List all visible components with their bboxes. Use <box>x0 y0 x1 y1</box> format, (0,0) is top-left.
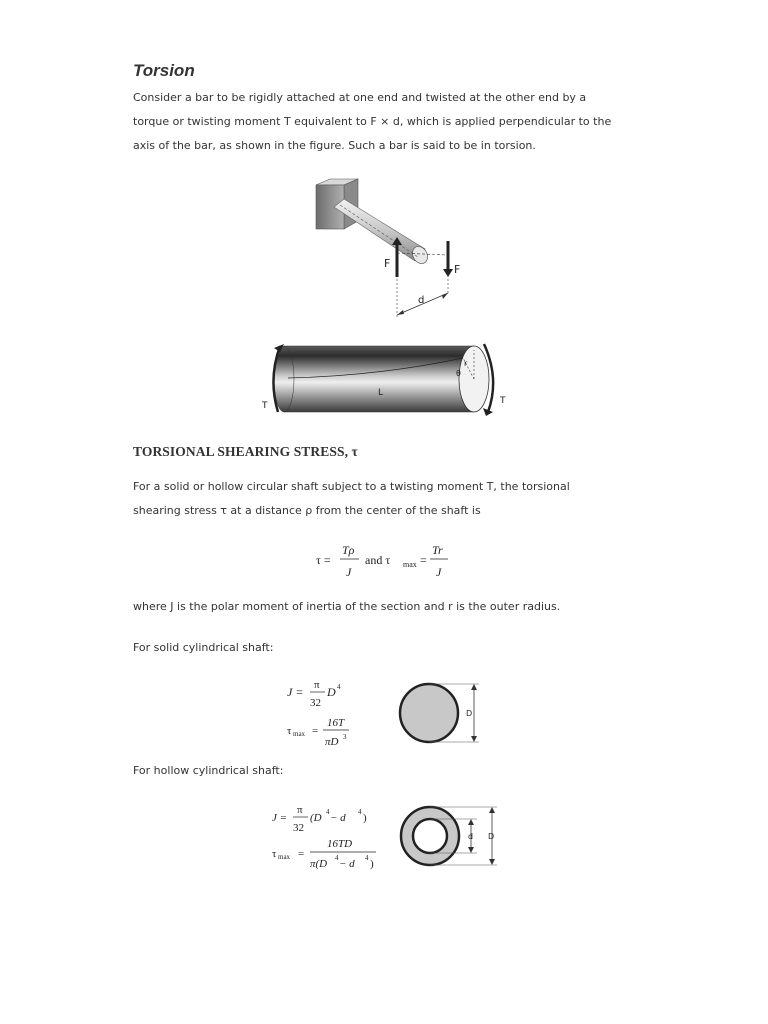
hollow-J: J = <box>272 812 288 824</box>
solid-pi: π <box>314 679 320 691</box>
intro-line: Consider a bar to be rigidly attached at one end and twisted at the other end by a <box>133 91 587 104</box>
force-label-left: F <box>384 257 391 270</box>
torsion-bar-figure <box>300 175 480 325</box>
length-label: L <box>378 388 384 398</box>
torque-label-right: T <box>500 396 506 406</box>
solid-shaft-label: For solid cylindrical shaft: <box>133 641 274 654</box>
where-paragraph <box>133 595 653 619</box>
formula-max: max <box>403 560 417 569</box>
torque-label-left: T <box>262 401 268 411</box>
hollow-exp4a: 4 <box>326 808 330 816</box>
intro-line: axis of the bar, as shown in the figure. Such a bar is said to be in torsion. <box>133 139 536 152</box>
hollow-eq: = <box>298 848 305 860</box>
hollow-exp4d: 4 <box>365 854 369 862</box>
hollow-shaft-label-block <box>133 759 653 783</box>
distance-label: d <box>418 295 425 306</box>
hollow-shaft-figure <box>397 804 502 868</box>
stress-paragraph <box>133 475 653 523</box>
solid-D: D <box>327 685 336 699</box>
hollow-shaft-formula <box>270 803 382 873</box>
solid-J: J = <box>287 685 304 699</box>
where-line: where J is the polar moment of inertia of the section and r is the outer radius. <box>133 600 561 613</box>
cylindrical-bar <box>334 199 431 266</box>
hollow-num: 16TD <box>327 838 353 850</box>
formula-frac2-den: J <box>436 565 442 579</box>
radius-label: r <box>464 359 468 368</box>
hollow-minus: − d <box>330 812 346 824</box>
solid-shaft-label-block <box>133 636 653 660</box>
solid-den2: πD <box>325 736 339 748</box>
page-title: Torsion <box>133 61 195 80</box>
angle-label: θ <box>456 369 461 378</box>
force-label-right: F <box>454 263 461 276</box>
solid-den: 32 <box>310 697 321 709</box>
hollow-den2: π(D <box>310 858 328 870</box>
hollow-paren: (D <box>310 812 322 824</box>
hollow-inner-label: d <box>468 832 474 841</box>
hollow-outer-label: D <box>488 832 495 841</box>
intro-paragraph <box>133 86 653 158</box>
formula-frac1-num: Tρ <box>342 543 355 557</box>
solid-diameter-label: D <box>466 709 473 718</box>
solid-shaft-formula <box>285 676 365 752</box>
stress-line: shearing stress τ at a distance ρ from the center of the shaft is <box>133 504 481 517</box>
solid-eq: = <box>312 725 319 737</box>
hollow-close2: ) <box>370 858 374 870</box>
force-arrow-right <box>443 241 453 277</box>
hollow-minus2: − d <box>339 858 355 870</box>
solid-tau: τ <box>287 725 292 737</box>
shear-stress-formula <box>310 538 470 584</box>
section-heading: TORSIONAL SHEARING STRESS, τ <box>133 444 358 459</box>
intro-line: torque or twisting moment T equivalent to F × d, which is applied perpendicular to the <box>133 115 612 128</box>
hollow-pi: π <box>297 804 303 816</box>
solid-shaft-figure <box>395 680 485 746</box>
formula-tau: τ = <box>316 553 331 567</box>
solid-cross-section <box>400 684 458 742</box>
hollow-max: max <box>278 853 291 861</box>
force-arrow-left <box>392 237 402 277</box>
formula-frac1-den: J <box>346 565 352 579</box>
hollow-exp4c: 4 <box>335 854 339 862</box>
twisted-cylinder-figure <box>258 340 518 420</box>
solid-exp3: 3 <box>343 733 347 741</box>
formula-frac2-num: Tr <box>432 543 443 557</box>
formula-eq: = <box>420 553 427 567</box>
hollow-shaft-label: For hollow cylindrical shaft: <box>133 764 284 777</box>
stress-line: For a solid or hollow circular shaft subject to a twisting moment T, the torsional <box>133 480 570 493</box>
hollow-close: ) <box>363 812 367 824</box>
hollow-tau: τ <box>272 848 277 860</box>
formula-and: and τ <box>365 553 391 567</box>
hollow-exp4b: 4 <box>358 808 362 816</box>
hollow-den: 32 <box>293 822 304 834</box>
solid-num: 16T <box>327 717 345 729</box>
hollow-cross-section <box>401 807 459 865</box>
solid-exp4: 4 <box>337 683 341 691</box>
cylinder-body <box>274 346 489 412</box>
solid-max: max <box>293 730 306 738</box>
